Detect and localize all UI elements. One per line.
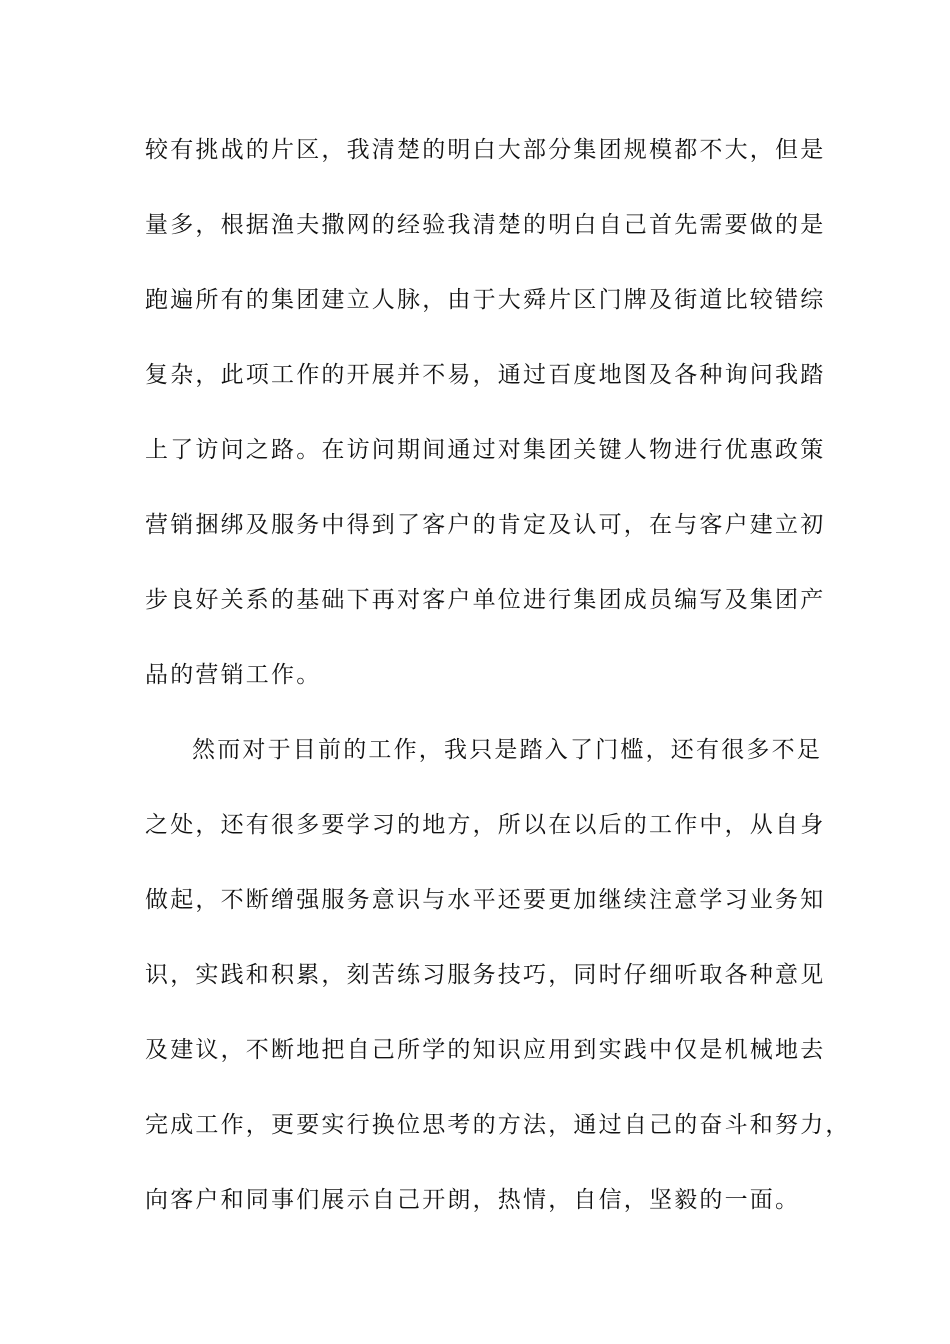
document-body	[145, 128, 851, 1253]
text-line: 量多，根据渔夫撒网的经验我清楚的明白自己首先需要做的是	[145, 212, 826, 238]
text-line: 步良好关系的基础下再对客户单位进行集团成员编写及集团产	[145, 587, 826, 613]
text-line: 复杂，此项工作的开展并不易，通过百度地图及各种询问我踏	[145, 362, 826, 388]
text-line: 向客户和同事们展示自己开朗，热情，自信，坚毅的一面。	[145, 1187, 801, 1213]
text-line: 跑遍所有的集团建立人脉，由于大舜片区门牌及街道比较错综	[145, 287, 826, 313]
text-line: 上了访问之路。在访问期间通过对集团关键人物进行优惠政策	[145, 437, 826, 463]
paragraph-1	[145, 128, 845, 728]
text-line: 品的营销工作。	[145, 662, 322, 688]
paragraph-2	[145, 728, 851, 1253]
text-line: 之处，还有很多要学习的地方，所以在以后的工作中，从自身	[145, 812, 826, 838]
text-line: 然而对于目前的工作，我只是踏入了门槛，还有很多不足	[192, 737, 822, 763]
text-line: 及建议，不断地把自己所学的知识应用到实践中仅是机械地去	[145, 1037, 826, 1063]
text-line: 营销捆绑及服务中得到了客户的肯定及认可，在与客户建立初	[145, 512, 826, 538]
text-line: 较有挑战的片区，我清楚的明白大部分集团规模都不大，但是	[145, 137, 826, 163]
text-line: 识，实践和积累，刻苦练习服务技巧，同时仔细听取各种意见	[145, 962, 826, 988]
text-line: 完成工作，更要实行换位思考的方法，通过自己的奋斗和努力，	[145, 1112, 851, 1138]
text-line: 做起，不断缯强服务意识与水平还要更加继续注意学习业务知	[145, 887, 826, 913]
